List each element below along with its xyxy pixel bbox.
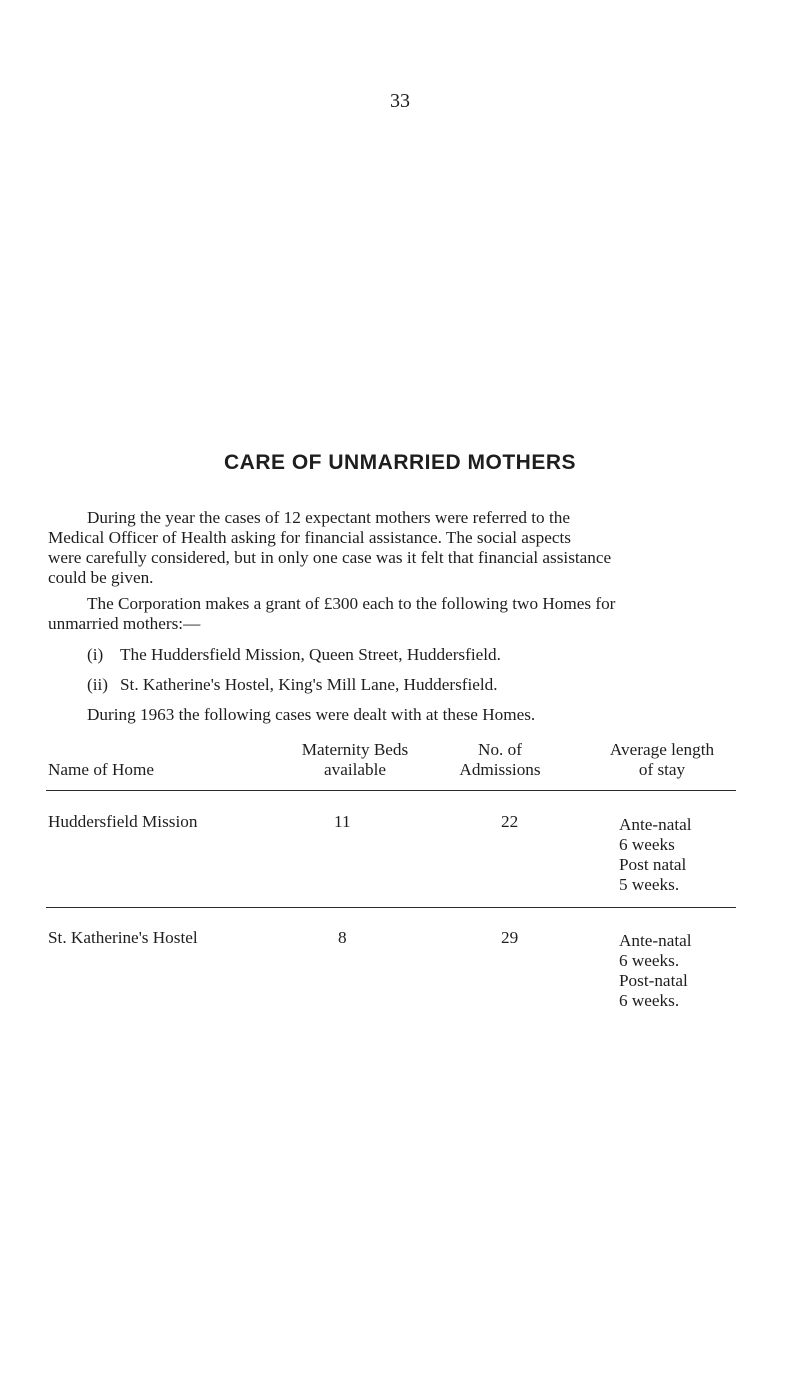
paragraph-line: unmarried mothers:—: [48, 614, 201, 633]
header-line: No. of: [478, 740, 522, 759]
stay-line: 5 weeks.: [619, 875, 680, 894]
section-title: CARE OF UNMARRIED MOTHERS: [224, 451, 576, 474]
paragraph-line: could be given.: [48, 568, 154, 587]
list-item: [87, 675, 498, 695]
header-line: Average length: [609, 740, 715, 759]
paragraph-cases: During 1963 the following cases were dealt with at these Homes.: [87, 705, 536, 724]
stay-line: 6 weeks.: [619, 951, 680, 970]
list-item: [87, 645, 501, 665]
header-line: Admissions: [459, 760, 541, 779]
stay-line: 6 weeks: [619, 835, 675, 854]
list-marker: (ii): [87, 675, 108, 694]
header-line: available: [323, 760, 387, 779]
header-average-stay: [584, 740, 740, 780]
table-cell-name: Huddersfield Mission: [48, 812, 198, 831]
header-line: of stay: [638, 760, 686, 779]
table-cell-admissions: 22: [501, 812, 519, 831]
paragraph-referrals: [48, 508, 760, 588]
stay-line: Ante-natal: [619, 931, 692, 950]
page-number: 33: [390, 90, 410, 112]
stay-line: Post-natal: [619, 971, 688, 990]
list-marker: (i): [87, 645, 104, 664]
paragraph-line: were carefully considered, but in only one case was it felt that financial assistance: [48, 548, 612, 567]
paragraph-line: Medical Officer of Health asking for financial assistance. The social aspects: [48, 528, 571, 547]
stay-line: Post natal: [619, 855, 687, 874]
stay-line: 6 weeks.: [619, 991, 680, 1010]
header-maternity-beds: [270, 740, 440, 780]
table-cell-beds: 11: [334, 812, 351, 831]
table-cell-beds: 8: [338, 928, 347, 947]
table-cell-stay: [619, 815, 692, 895]
paragraph-line: The Corporation makes a grant of £300 each to the following two Homes for: [87, 594, 616, 613]
header-line: Maternity Beds: [301, 740, 409, 759]
table-cell-admissions: 29: [501, 928, 519, 947]
table-row-rule: [46, 907, 736, 908]
paragraph-line: During the year the cases of 12 expectant mothers were referred to the: [87, 508, 570, 527]
header-name-of-home: [48, 760, 154, 780]
header-line: Name of Home: [48, 760, 154, 779]
table-header-rule: [46, 790, 736, 791]
stay-line: Ante-natal: [619, 815, 692, 834]
paragraph-grant: [48, 594, 760, 634]
table-cell-stay: [619, 931, 692, 1011]
table-cell-name: St. Katherine's Hostel: [48, 928, 198, 947]
list-item-text: St. Katherine's Hostel, King's Mill Lane, Huddersfield.: [120, 675, 498, 694]
header-admissions: [430, 740, 570, 780]
list-item-text: The Huddersfield Mission, Queen Street, Huddersfield.: [120, 645, 501, 664]
